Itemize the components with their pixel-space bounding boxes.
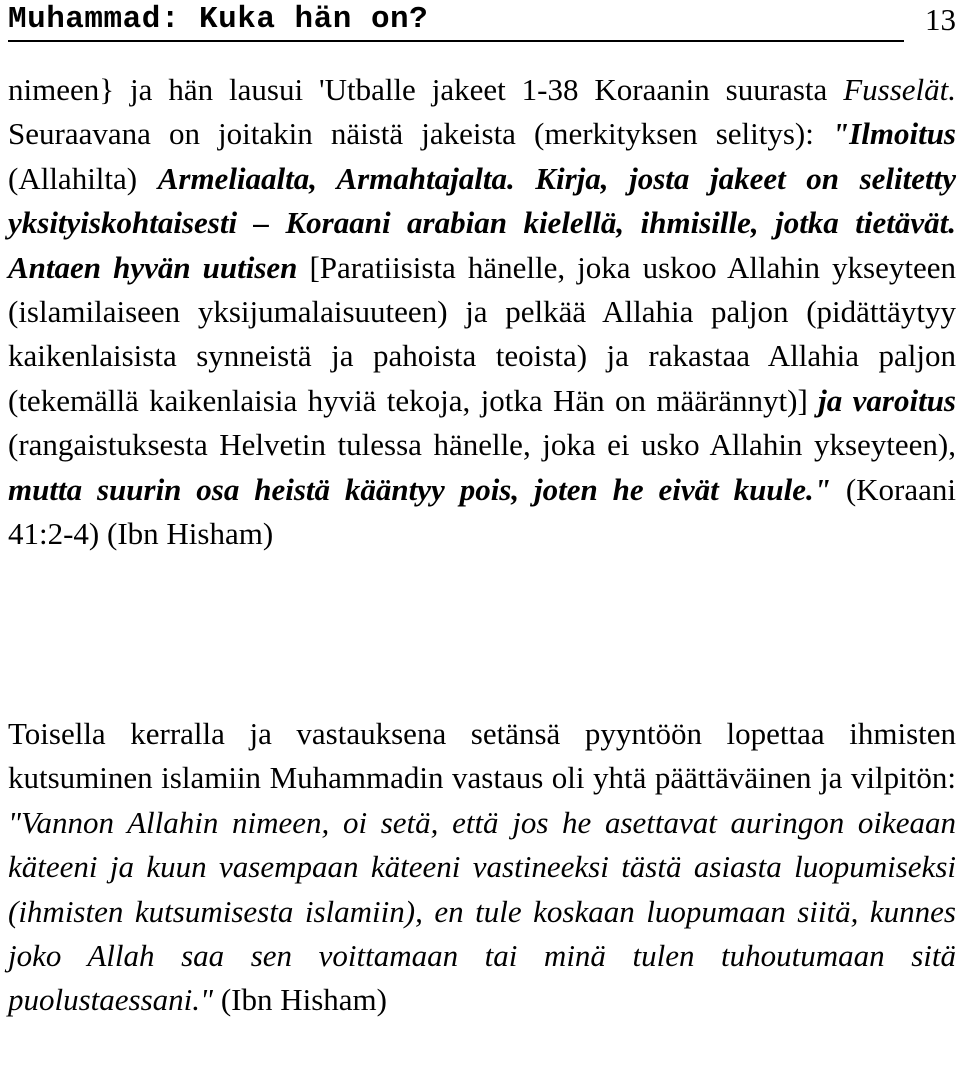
- paragraph-quran-quote: [8, 68, 956, 556]
- page-header: [8, 0, 956, 48]
- text-run: [Paratiisista hänelle, joka uskoo Allahin ykseyteen (islamilaiseen yksijumalaisuuteen) ja pelkää Allahia paljon (pidättäytyy kaikenlaisista synneistä ja pahoista teoista) ja rakastaa Allahia paljon (tekemällä kaikenlaisia hyviä tekoja, jotka Hän on määrännyt)]: [8, 249, 956, 418]
- quran-text: Armeliaalta, Armahtajalta. Kirja, josta jakeet on selitetty yksityiskohtaisesti – Koraani arabian kielellä, ihmisille, jotka tietävät. Antaen hyvän uutisen: [8, 160, 957, 285]
- text-run: nimeen} ja hän lausui 'Utballe jakeet 1-38 Koraanin suurasta: [8, 72, 844, 107]
- paragraph-muhammad-reply: [8, 712, 956, 1023]
- sura-name: Fusselät.: [843, 72, 956, 107]
- page-title: Muhammad: Kuka hän on?: [8, 2, 429, 37]
- quran-text: mutta suurin osa heistä kääntyy pois, joten he eivät kuule.": [8, 471, 831, 507]
- text-run: Seuraavana on joitakin näistä jakeista (merkityksen selitys):: [8, 116, 832, 152]
- text-run: Toisella kerralla ja vastauksena setänsä pyyntöön lopettaa ihmisten kutsuminen islamiin Muhammadin vastaus oli yhtä päättäväinen ja vilpitön:: [8, 716, 956, 796]
- quote-text: "Vannon Allahin nimeen, oi setä, että jos he asettavat auringon oikeaan käteeni ja kuun vasempaan käteeni vastineeksi tästä asiasta luopumiseksi (ihmisten kutsumisesta islamiin), en tule koskaan luopumaan siitä, kunnes joko Allah saa sen voittamaan tai minä tulen tuhoutumaan sitä puolustaessani.": [8, 804, 956, 1018]
- citation: (Koraani 41:2-4) (Ibn Hisham): [8, 471, 956, 552]
- citation: (Ibn Hisham): [213, 982, 387, 1018]
- quran-text: "Ilmoitus: [831, 116, 956, 152]
- text-run: (Allahilta): [8, 160, 158, 196]
- quran-text: ja varoitus: [818, 382, 956, 418]
- text-run: (rangaistuksesta Helvetin tulessa hänelle, joka ei usko Allahin ykseyteen),: [8, 427, 956, 463]
- page-number: 13: [925, 2, 956, 37]
- header-rule: [8, 40, 904, 42]
